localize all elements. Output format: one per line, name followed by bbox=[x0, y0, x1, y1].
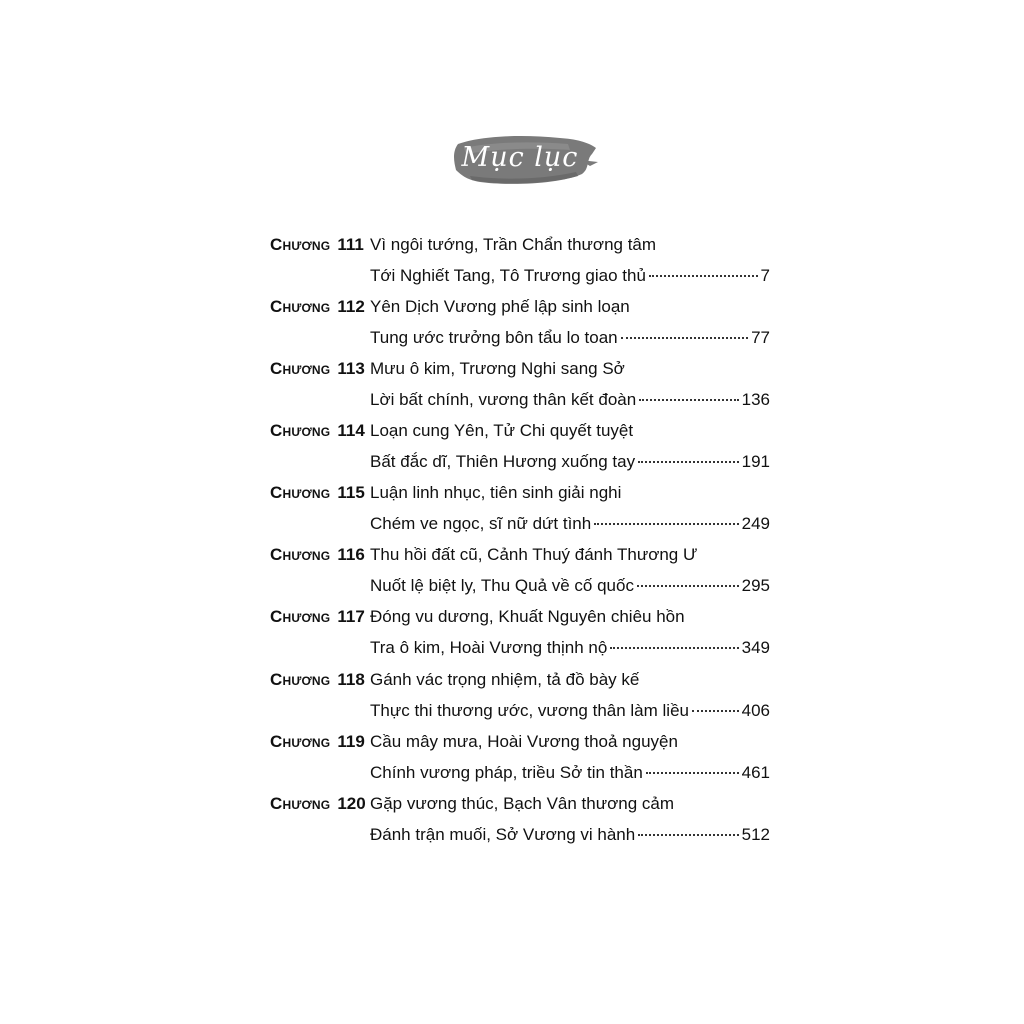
entry-title-line-1: Cầu mây mưa, Hoài Vương thoả nguyện bbox=[370, 732, 678, 751]
dot-leader bbox=[638, 460, 739, 463]
entry-title-line-1: Gánh vác trọng nhiệm, tả đồ bày kế bbox=[370, 670, 640, 689]
entry-title-line-1: Loạn cung Yên, Tử Chi quyết tuyệt bbox=[370, 421, 634, 440]
chapter-number: 116 bbox=[337, 545, 365, 564]
chapter-number: 112 bbox=[337, 297, 365, 316]
toc-entry bbox=[0, 354, 1024, 416]
entry-title-line-1: Gặp vương thúc, Bạch Vân thương cảm bbox=[370, 794, 674, 813]
dot-leader bbox=[594, 522, 738, 525]
toc-title-banner bbox=[450, 130, 600, 192]
chapter-label: Chương 119 bbox=[270, 732, 365, 751]
dot-leader bbox=[638, 833, 738, 836]
page-number: 249 bbox=[741, 514, 770, 533]
entry-title-line-2: Bất đắc dĩ, Thiên Hương xuống tay 191 bbox=[370, 447, 770, 477]
chapter-label: Chương 111 bbox=[270, 235, 364, 254]
chapter-number: 111 bbox=[337, 235, 364, 254]
entry-title-line-2: Thực thi thương ước, vương thân làm liều 406 bbox=[370, 696, 770, 726]
page-number: 77 bbox=[751, 328, 770, 347]
entry-title-line-2: Tra ô kim, Hoài Vương thịnh nộ 349 bbox=[370, 633, 770, 663]
dot-leader bbox=[610, 646, 738, 649]
chapter-number: 115 bbox=[337, 483, 365, 502]
toc-entry bbox=[0, 416, 1024, 478]
entry-title-line-2: Tới Nghiết Tang, Tô Trương giao thủ 7 bbox=[370, 261, 770, 291]
toc-entry bbox=[0, 478, 1024, 540]
page-number: 295 bbox=[741, 576, 770, 595]
page-number: 7 bbox=[760, 266, 770, 285]
entry-title-line-2: Lời bất chính, vương thân kết đoàn 136 bbox=[370, 385, 770, 415]
chapter-number: 118 bbox=[337, 670, 365, 689]
chapter-number: 117 bbox=[337, 607, 365, 626]
page-number: 406 bbox=[741, 701, 770, 720]
page-number: 512 bbox=[741, 825, 770, 844]
entry-title-line-2: Nuốt lệ biệt ly, Thu Quả về cố quốc 295 bbox=[370, 571, 770, 601]
toc-entry bbox=[0, 727, 1024, 789]
chapter-label: Chương 116 bbox=[270, 545, 365, 564]
dot-leader bbox=[649, 274, 758, 277]
entry-title-line-2: Chính vương pháp, triều Sở tin thần 461 bbox=[370, 758, 770, 788]
toc-entry bbox=[0, 540, 1024, 602]
page-number: 461 bbox=[741, 763, 770, 782]
chapter-label: Chương 120 bbox=[270, 794, 366, 813]
dot-leader bbox=[646, 771, 739, 774]
chapter-label: Chương 114 bbox=[270, 421, 365, 440]
toc-title: Mục lục bbox=[461, 142, 579, 173]
chapter-number: 119 bbox=[337, 732, 365, 751]
entry-title-line-2: Đánh trận muối, Sở Vương vi hành 512 bbox=[370, 820, 770, 850]
entry-title-line-1: Mưu ô kim, Trương Nghi sang Sở bbox=[370, 359, 625, 378]
entry-title-line-1: Luận linh nhục, tiên sinh giải nghi bbox=[370, 483, 622, 502]
dot-leader bbox=[639, 398, 738, 401]
chapter-label: Chương 117 bbox=[270, 607, 365, 626]
chapter-label: Chương 112 bbox=[270, 297, 365, 316]
toc-entry bbox=[0, 292, 1024, 354]
chapter-label: Chương 118 bbox=[270, 670, 365, 689]
chapter-number: 113 bbox=[337, 359, 365, 378]
entry-title-line-1: Đóng vu dương, Khuất Nguyên chiêu hồn bbox=[370, 607, 685, 626]
entry-title-line-1: Thu hồi đất cũ, Cảnh Thuý đánh Thương Ư bbox=[370, 545, 698, 564]
chapter-number: 114 bbox=[337, 421, 365, 440]
dot-leader bbox=[637, 584, 739, 587]
entry-title-line-2: Chém ve ngọc, sĩ nữ dứt tình 249 bbox=[370, 509, 770, 539]
entry-title-line-1: Yên Dịch Vương phế lập sinh loạn bbox=[370, 297, 630, 316]
toc-entry bbox=[0, 230, 1024, 292]
toc-entry bbox=[0, 789, 1024, 851]
dot-leader bbox=[621, 336, 748, 339]
toc-entry bbox=[0, 665, 1024, 727]
chapter-number: 120 bbox=[337, 794, 366, 813]
chapter-label: Chương 115 bbox=[270, 483, 365, 502]
toc-entry bbox=[0, 602, 1024, 664]
dot-leader bbox=[692, 709, 739, 712]
page-number: 136 bbox=[741, 390, 770, 409]
entry-title-line-1: Vì ngôi tướng, Trần Chẩn thương tâm bbox=[370, 235, 657, 254]
chapter-label: Chương 113 bbox=[270, 359, 365, 378]
entry-title-line-2: Tung ước trưởng bôn tẩu lo toan 77 bbox=[370, 323, 770, 353]
page-number: 191 bbox=[741, 452, 770, 471]
page-number: 349 bbox=[741, 638, 770, 657]
